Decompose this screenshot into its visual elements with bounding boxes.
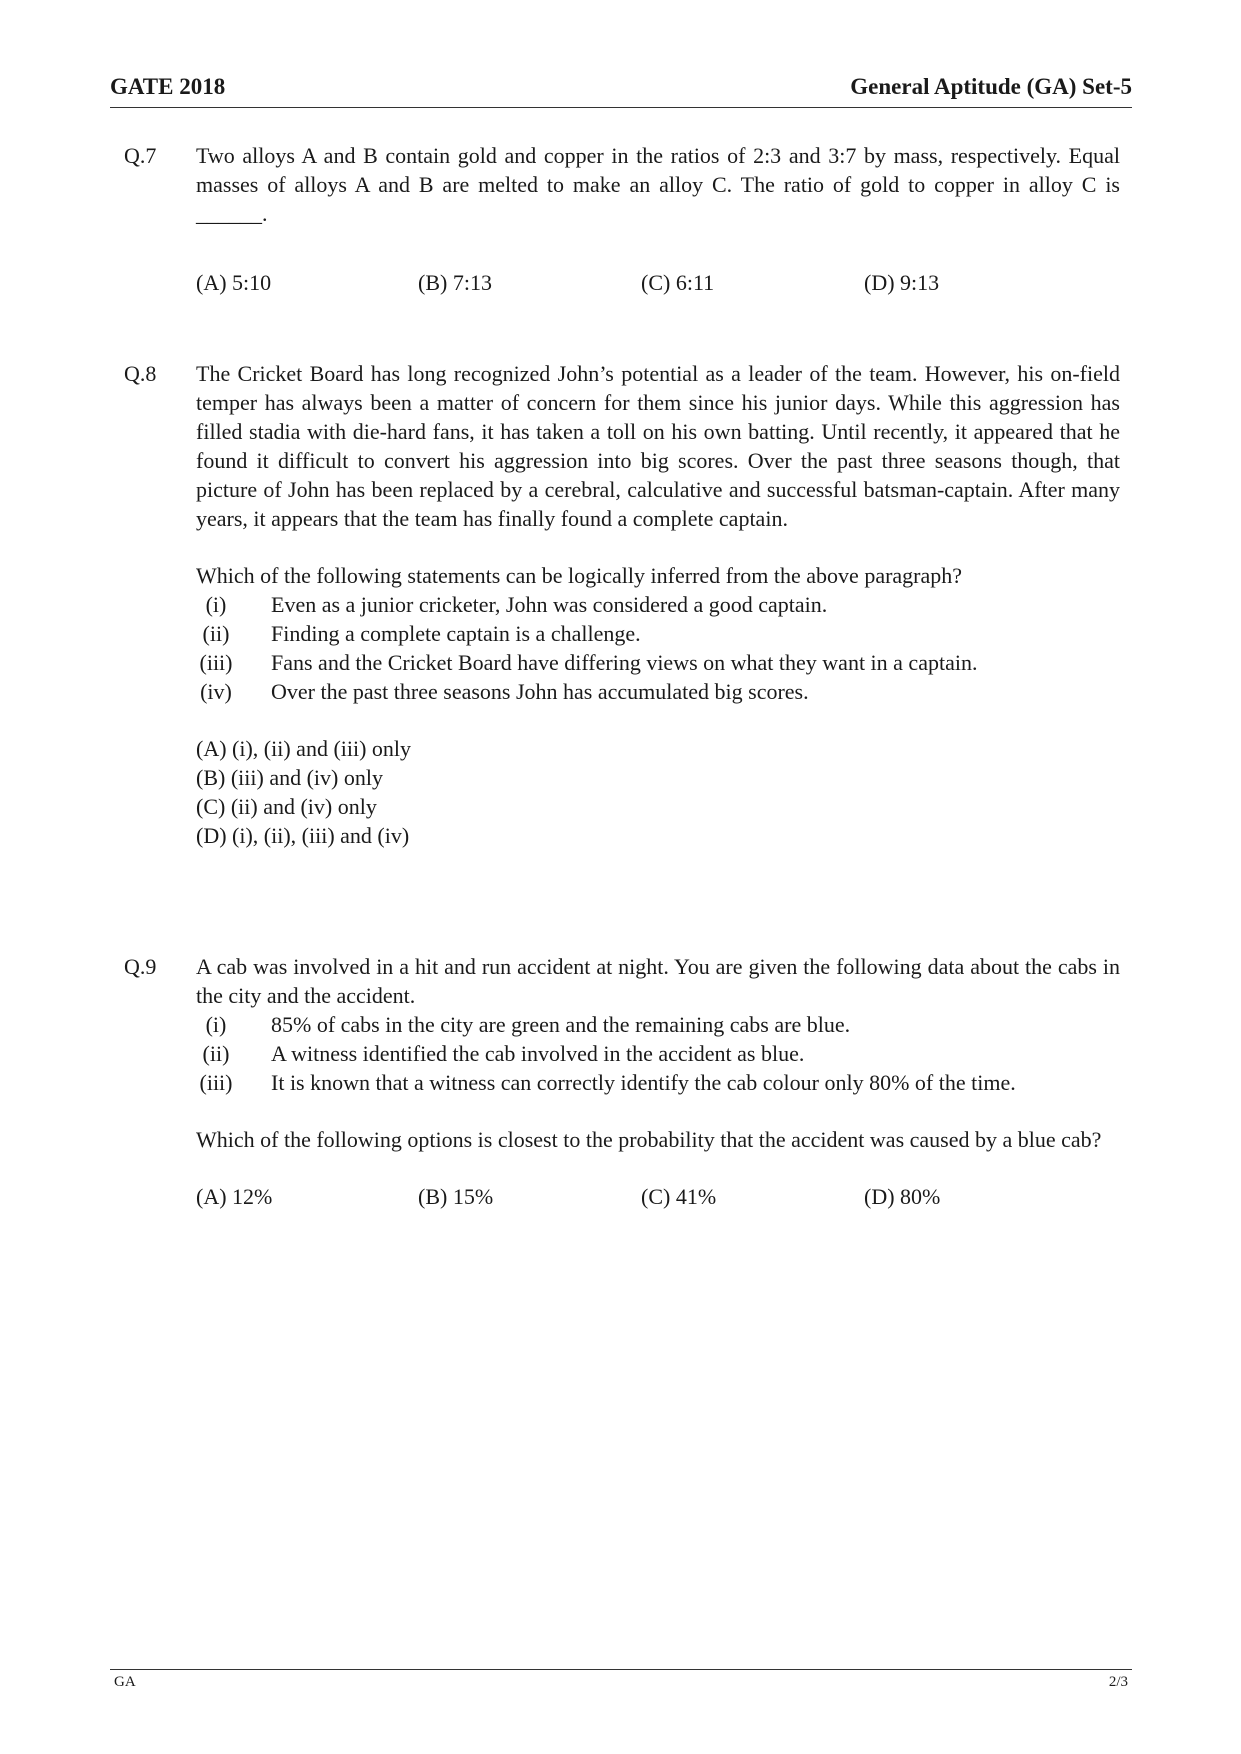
- option-d[interactable]: (D) 80%: [864, 1184, 941, 1209]
- exam-title: GATE 2018: [110, 74, 226, 99]
- question-text: A cab was involved in a hit and run accident at night. You are given the following data about the cabs in the city and the accident.: [196, 954, 1120, 1008]
- statement-item: (iii) Fans and the Cricket Board have differing views on what they want in a captain.: [199, 650, 978, 675]
- option-a[interactable]: (A) (i), (ii) and (iii) only: [196, 736, 412, 761]
- options-column: [196, 734, 1120, 850]
- page-number: 2/3: [1108, 1674, 1128, 1690]
- question-number: Q.9: [124, 954, 157, 979]
- statement-list: [196, 590, 1120, 706]
- paper-title: General Aptitude (GA) Set-5: [850, 74, 1132, 99]
- page-header: [110, 74, 1132, 104]
- option-a[interactable]: (A) 12%: [196, 1184, 273, 1209]
- option-b[interactable]: (B) (iii) and (iv) only: [196, 765, 383, 790]
- option-d[interactable]: (D) 9:13: [864, 270, 940, 295]
- question-prompt: Which of the following statements can be logically inferred from the above paragraph?: [196, 563, 963, 588]
- option-b[interactable]: (B) 7:13: [418, 270, 492, 295]
- statement-list: [196, 1010, 1016, 1097]
- footer-section: GA: [114, 1674, 136, 1690]
- question-number: Q.7: [124, 143, 157, 168]
- question-body: [196, 359, 1120, 850]
- statement-item: (ii) A witness identified the cab involved in the accident as blue.: [202, 1041, 805, 1066]
- statement-item: (iv) Over the past three seasons John has accumulated big scores.: [200, 679, 809, 704]
- question-number: Q.8: [124, 361, 157, 386]
- question-body: [196, 952, 1120, 1211]
- options-row: [196, 1182, 1120, 1211]
- option-a[interactable]: (A) 5:10: [196, 270, 272, 295]
- footer-rule: [110, 1669, 1132, 1670]
- question-text: Two alloys A and B contain gold and copper in the ratios of 2:3 and 3:7 by mass, respectively. Equal masses of alloys A and B are melted to make an alloy C. The ratio of gold to copper in alloy C is ______.: [196, 143, 1120, 226]
- statement-item: (iii) It is known that a witness can correctly identify the cab colour only 80% of the time.: [199, 1070, 1016, 1095]
- statement-item: (i) Even as a junior cricketer, John was considered a good captain.: [205, 592, 828, 617]
- option-d[interactable]: (D) (i), (ii), (iii) and (iv): [196, 823, 410, 848]
- question-prompt: Which of the following options is closest to the probability that the accident was caused by a blue cab?: [196, 1127, 1102, 1152]
- statement-item: (i) 85% of cabs in the city are green and the remaining cabs are blue.: [205, 1012, 851, 1037]
- option-c[interactable]: (C) (ii) and (iv) only: [196, 794, 377, 819]
- options-row: [196, 268, 1120, 297]
- question-text: The Cricket Board has long recognized John’s potential as a leader of the team. However, his on-field temper has always been a matter of concern for them since his junior days. While this aggression has filled stadia with die-hard fans, it has taken a toll on his own batting. Until recently, it appeared that he found it difficult to convert his aggression into big scores. Over the past three seasons though, that picture of John has been replaced by a cerebral, calculative and successful batsman-captain. After many years, it appears that the team has finally found a complete captain.: [196, 361, 1120, 531]
- option-c[interactable]: (C) 41%: [641, 1184, 717, 1209]
- question-body: [196, 141, 1120, 297]
- option-c[interactable]: (C) 6:11: [641, 270, 715, 295]
- header-rule: [110, 107, 1132, 108]
- statement-item: (ii) Finding a complete captain is a challenge.: [202, 621, 641, 646]
- option-b[interactable]: (B) 15%: [418, 1184, 494, 1209]
